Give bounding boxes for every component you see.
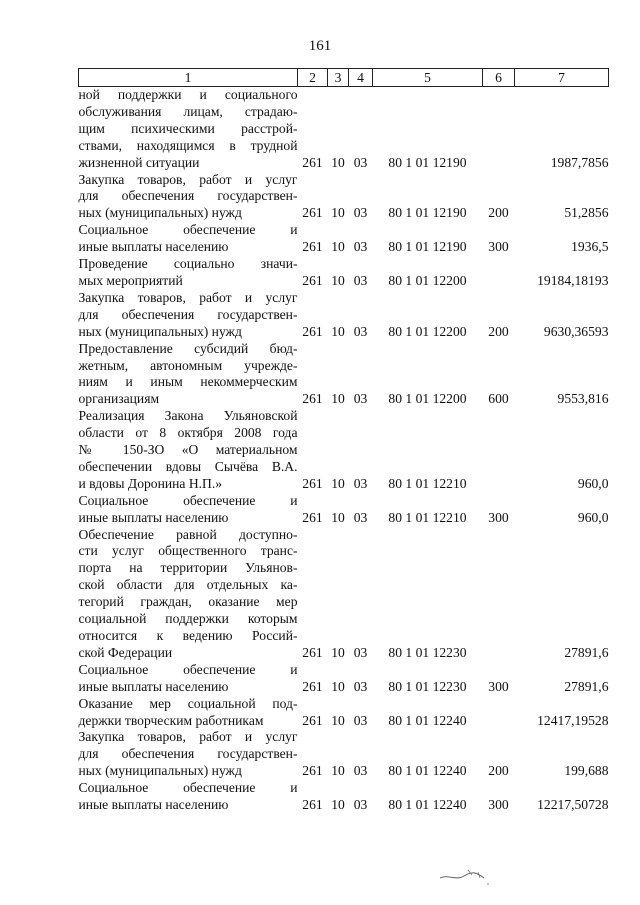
row-name-line: мых мероприятий <box>78 272 183 288</box>
row-name <box>79 290 298 341</box>
row-name-line: Социальное обеспечение и <box>78 661 298 677</box>
row-name-line: Реализация Закона Ульяновской <box>78 408 298 424</box>
row-name-line: Социальное обеспечение и <box>78 492 298 508</box>
amount: 9630,36593 <box>543 323 609 339</box>
table-row <box>79 172 609 223</box>
table-row <box>79 222 609 256</box>
expense-type-code: 300 <box>488 797 509 813</box>
row-name <box>79 780 298 814</box>
row-name-line: обеспечении вдовы Сычёва В.А. <box>78 458 298 474</box>
expense-type-code: 600 <box>488 391 509 407</box>
amount: 960,0 <box>577 509 609 525</box>
amount: 27891,6 <box>564 678 609 694</box>
admin-code: 261 <box>302 205 323 221</box>
subsection-code: 03 <box>353 644 368 660</box>
admin-code: 261 <box>302 763 323 779</box>
subsection-code: 03 <box>353 205 368 221</box>
section-code: 10 <box>331 205 345 221</box>
row-name <box>79 256 298 290</box>
section-code: 10 <box>331 712 345 728</box>
row-name-line: для обеспечения государствен- <box>78 188 298 204</box>
expense-type-code: 300 <box>488 239 509 255</box>
row-name-line: ниям и иным некоммерческим <box>78 374 298 390</box>
column-header: 5 <box>373 69 483 87</box>
expense-type-code: 200 <box>488 205 509 221</box>
column-header: 1 <box>79 69 298 87</box>
row-name-line: иные выплаты населению <box>78 797 229 813</box>
section-code: 10 <box>331 239 345 255</box>
row-name-line: Закупка товаров, работ и услуг <box>78 729 298 745</box>
row-name-line: Закупка товаров, работ и услуг <box>78 171 298 187</box>
row-name <box>79 341 298 409</box>
column-header: 3 <box>328 69 349 87</box>
amount: 9553,816 <box>557 391 609 407</box>
row-name-line: и вдовы Доронина Н.П.» <box>78 475 223 491</box>
admin-code: 261 <box>302 239 323 255</box>
row-name <box>79 172 298 223</box>
admin-code: 261 <box>302 509 323 525</box>
row-name-line: Социальное обеспечение и <box>78 780 298 796</box>
column-header: 6 <box>483 69 515 87</box>
target-article-code: 80 1 01 12240 <box>388 712 467 728</box>
amount: 19184,18193 <box>537 272 609 288</box>
row-name-line: щим психическими расстрой- <box>78 120 298 136</box>
subsection-code: 03 <box>353 391 368 407</box>
table-row <box>79 341 609 409</box>
row-name <box>79 408 298 493</box>
row-name <box>79 87 298 172</box>
admin-code: 261 <box>302 154 323 170</box>
budget-table <box>78 68 609 814</box>
row-name-line: ных (муниципальных) нужд <box>78 205 242 221</box>
expense-type-code: 200 <box>488 763 509 779</box>
section-code: 10 <box>331 272 345 288</box>
expense-type-code <box>483 87 515 172</box>
section-code: 10 <box>331 509 345 525</box>
target-article-code: 80 1 01 12190 <box>388 154 467 170</box>
table-row <box>79 290 609 341</box>
section-code: 10 <box>331 391 345 407</box>
row-name-line: иные выплаты населению <box>78 509 229 525</box>
row-name-line: ской области для отдельных ка- <box>78 577 298 593</box>
row-name-line: относится к ведению Россий- <box>78 628 298 643</box>
row-name-line: жетным, автономным учрежде- <box>78 357 298 373</box>
amount: 1987,7856 <box>550 154 609 170</box>
row-name-line: ной поддержки и социального <box>78 87 298 102</box>
expense-type-code <box>483 408 515 493</box>
table-row <box>79 493 609 527</box>
row-name <box>79 493 298 527</box>
amount: 27891,6 <box>564 644 609 660</box>
row-name-line: жизненной ситуации <box>78 154 200 170</box>
target-article-code: 80 1 01 12230 <box>388 678 467 694</box>
table-body <box>79 87 609 814</box>
target-article-code: 80 1 01 12200 <box>388 323 467 339</box>
target-article-code: 80 1 01 12190 <box>388 239 467 255</box>
row-name-line: тегорий граждан, оказание мер <box>78 594 298 610</box>
subsection-code: 03 <box>353 475 368 491</box>
row-name <box>79 729 298 780</box>
target-article-code: 80 1 01 12200 <box>388 272 467 288</box>
row-name-line: Обеспечение равной доступно- <box>78 526 298 542</box>
section-code: 10 <box>331 323 345 339</box>
row-name-line: Закупка товаров, работ и услуг <box>78 289 298 305</box>
expense-type-code <box>483 527 515 662</box>
amount: 12217,50728 <box>537 797 609 813</box>
subsection-code: 03 <box>353 323 368 339</box>
table-row <box>79 408 609 493</box>
table-row <box>79 527 609 662</box>
subsection-code: 03 <box>353 154 368 170</box>
column-header: 2 <box>298 69 328 87</box>
row-name-line: Оказание мер социальной под- <box>78 695 298 711</box>
row-name-line: для обеспечения государствен- <box>78 746 298 762</box>
admin-code: 261 <box>302 797 323 813</box>
subsection-code: 03 <box>353 763 368 779</box>
table-row <box>79 729 609 780</box>
amount: 51,2856 <box>564 205 609 221</box>
signature-mark-icon <box>438 866 498 888</box>
target-article-code: 80 1 01 12240 <box>388 763 467 779</box>
table-row <box>79 662 609 696</box>
row-name-line: сти услуг общественного транс- <box>78 543 298 559</box>
admin-code: 261 <box>302 391 323 407</box>
row-name <box>79 222 298 256</box>
row-name-line: держки творческим работникам <box>78 712 264 728</box>
admin-code: 261 <box>302 272 323 288</box>
row-name-line: порта на территории Ульянов- <box>78 560 298 576</box>
target-article-code: 80 1 01 12210 <box>388 509 467 525</box>
admin-code: 261 <box>302 475 323 491</box>
column-header: 4 <box>349 69 373 87</box>
amount: 960,0 <box>577 475 609 491</box>
row-name-line: иные выплаты населению <box>78 239 229 255</box>
expense-type-code: 300 <box>488 678 509 694</box>
target-article-code: 80 1 01 12230 <box>388 644 467 660</box>
table-row <box>79 256 609 290</box>
row-name-line: Предоставление субсидий бюд- <box>78 340 298 356</box>
row-name-line: Социальное обеспечение и <box>78 222 298 238</box>
section-code: 10 <box>331 154 345 170</box>
row-name-line: социальной поддержки которым <box>78 611 298 627</box>
row-name-line: области от 8 октября 2008 года <box>78 425 298 441</box>
admin-code: 261 <box>302 678 323 694</box>
section-code: 10 <box>331 644 345 660</box>
row-name-line: ных (муниципальных) нужд <box>78 323 242 339</box>
table-row <box>79 87 609 172</box>
section-code: 10 <box>331 678 345 694</box>
row-name-line: обслуживания лицам, страдаю- <box>78 103 298 119</box>
row-name-line: организациям <box>78 391 160 407</box>
subsection-code: 03 <box>353 239 368 255</box>
amount: 12417,19528 <box>537 712 609 728</box>
expense-type-code <box>483 696 515 730</box>
expense-type-code: 300 <box>488 509 509 525</box>
target-article-code: 80 1 01 12210 <box>388 475 467 491</box>
row-name <box>79 662 298 696</box>
page-number: 161 <box>308 38 332 54</box>
table-row <box>79 696 609 730</box>
section-code: 10 <box>331 475 345 491</box>
row-name-line: № 150-ЗО «О материальном <box>78 442 298 458</box>
admin-code: 261 <box>302 712 323 728</box>
row-name-line: ской Федерации <box>78 644 173 660</box>
expense-type-code: 200 <box>488 323 509 339</box>
row-name <box>79 527 298 662</box>
row-name <box>79 696 298 730</box>
subsection-code: 03 <box>353 797 368 813</box>
target-article-code: 80 1 01 12200 <box>388 391 467 407</box>
column-header: 7 <box>515 69 609 87</box>
target-article-code: 80 1 01 12240 <box>388 797 467 813</box>
row-name-line: иные выплаты населению <box>78 678 229 694</box>
subsection-code: 03 <box>353 678 368 694</box>
section-code: 10 <box>331 763 345 779</box>
subsection-code: 03 <box>353 272 368 288</box>
admin-code: 261 <box>302 323 323 339</box>
subsection-code: 03 <box>353 509 368 525</box>
row-name-line: ствами, находящимся в трудной <box>78 137 298 153</box>
amount: 1936,5 <box>571 239 609 255</box>
target-article-code: 80 1 01 12190 <box>388 205 467 221</box>
table-header-row <box>79 69 609 87</box>
expense-type-code <box>483 256 515 290</box>
row-name-line: Проведение социально значи- <box>78 256 298 272</box>
row-name-line: ных (муниципальных) нужд <box>78 763 242 779</box>
section-code: 10 <box>331 797 345 813</box>
row-name-line: для обеспечения государствен- <box>78 306 298 322</box>
admin-code: 261 <box>302 644 323 660</box>
table-row <box>79 780 609 814</box>
subsection-code: 03 <box>353 712 368 728</box>
amount: 199,688 <box>564 763 609 779</box>
